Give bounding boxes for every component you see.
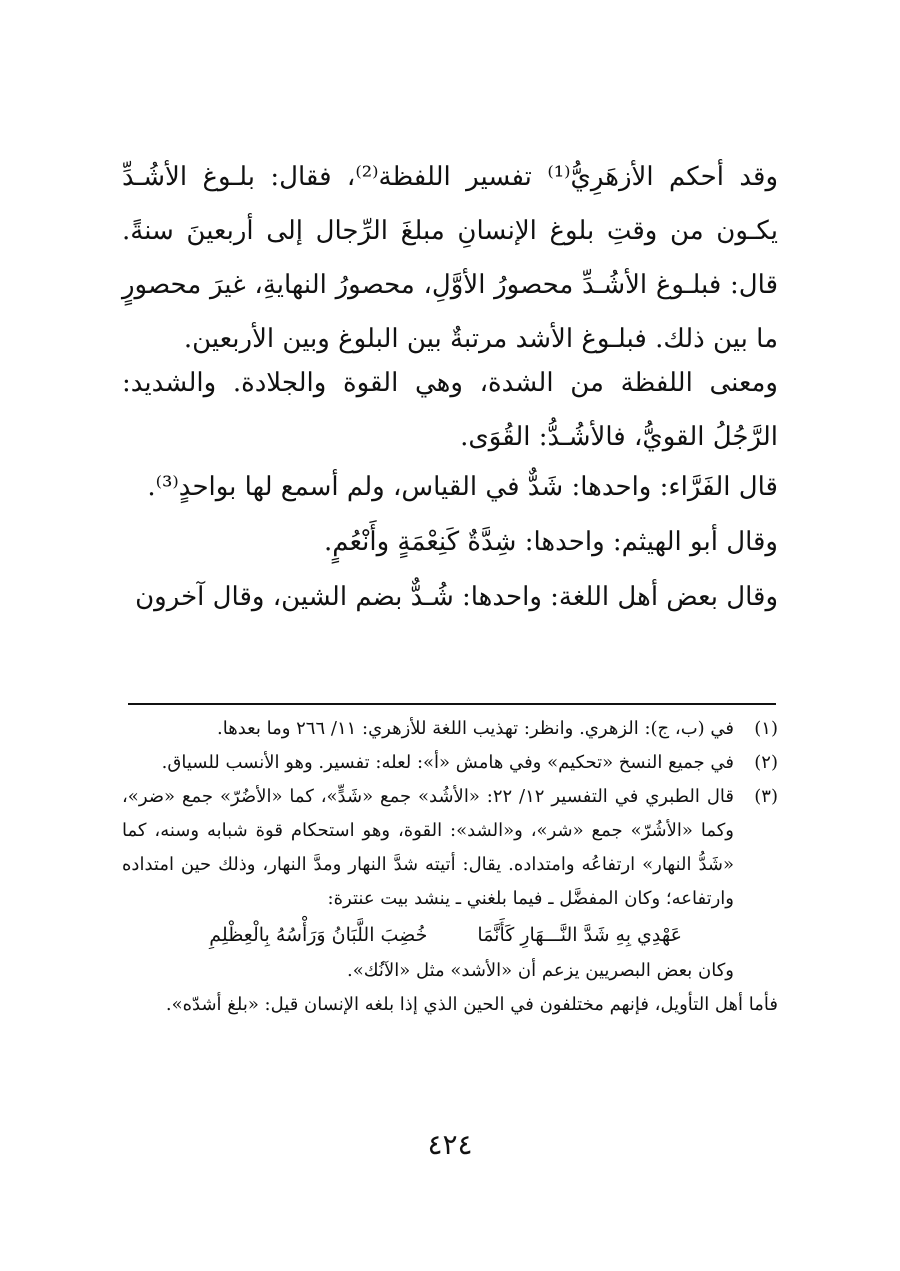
footnote-text: في جميع النسخ «تحكيم» وفي هامش «أ»: لعله: تفسير. وهو الأنسب للسياق. <box>161 752 734 773</box>
paragraph-2: ومعنى اللفظة من الشدة، وهي القوة والجلادة. والشديد: الرَّجُلُ القويُّ، فالأشُـدُّ: القُوَى. <box>122 368 778 452</box>
footnote-number: (١) <box>754 718 778 739</box>
paragraph-1: وقد أحكم الأزهَرِيُّ⁽¹⁾ تفسير اللفظة⁽²⁾، فقال: بلـوغ الأشُـدِّ يكـون من وقتِ بلوغ الإنسانِ مبلغَ الرِّجال إلى أربعينَ سنةً. قال: فبلـوغ الأشُـدِّ محصورُ الأوَّلِ، محصورُ النهايةِ، غيرَ محصورٍ ما بين ذلك. فبلـوغ الأشد مرتبةٌ بين البلوغ وبين الأربعين. <box>122 162 779 354</box>
footnote-3 <box>122 780 778 916</box>
footnote-number: (٣) <box>754 786 778 807</box>
footnote-3-continuation: وكان بعض البصريين يزعم أن «الأشد» مثل «الآنُك». <box>347 960 734 981</box>
footnote-2 <box>122 746 778 780</box>
paragraph-5: وقال بعض أهل اللغة: واحدها: شُـدٌّ بضم الشين، وقال آخرون <box>135 582 778 612</box>
footnote-1 <box>122 712 778 746</box>
verse-second-hemistich: خُضِبَ اللَّبَانُ وَرَأْسُهُ بِالْعِظْلِمِ <box>209 924 428 946</box>
verse-first-hemistich: عَهْدِي بِهِ شَدَّ النَّـــهَارِ كَأَنَّمَا <box>477 924 682 946</box>
poetry-verse <box>122 916 778 954</box>
footnote-text: قال الطبري في التفسير ١٢/ ٢٢: «الأشُد» جمع «شَدٍّ»، كما «الأضُرّ» جمع «ضر»، وكما «الأشُرّ» جمع «شر»، و«الشد»: القوة، وهو استحكام قوة شبابه وسنه، كما «شَدُّ النهار» ارتفاعُه وامتداده. يقال: أتيته شدَّ النهار ومدَّ النهار، وذلك حين امتداده وارتفاعه؛ وكان المفضَّل ـ فيما بلغني ـ ينشد بيت عنترة: <box>122 786 734 909</box>
footnote-number: (٢) <box>754 752 778 773</box>
footnotes <box>122 712 778 1022</box>
footnote-tail: فأما أهل التأويل، فإنهم مختلفون في الحين الذي إذا بلغه الإنسان قيل: «بلغ أشدّه». <box>165 994 778 1015</box>
paragraph-3: قال الفَرَّاء: واحدها: شَدٌّ في القياس، ولم أسمع لها بواحدٍ⁽³⁾. <box>147 472 778 502</box>
footnote-separator <box>128 703 776 705</box>
paragraph-4: وقال أبو الهيثم: واحدها: شِدَّةٌ كَنِعْمَةٍ وأَنْعُمٍ. <box>324 527 778 557</box>
page-number: ٤٢٤ <box>427 1128 473 1161</box>
footnote-text: في (ب، ج): الزهري. وانظر: تهذيب اللغة للأزهري: ١١/ ٢٦٦ وما بعدها. <box>217 718 734 739</box>
